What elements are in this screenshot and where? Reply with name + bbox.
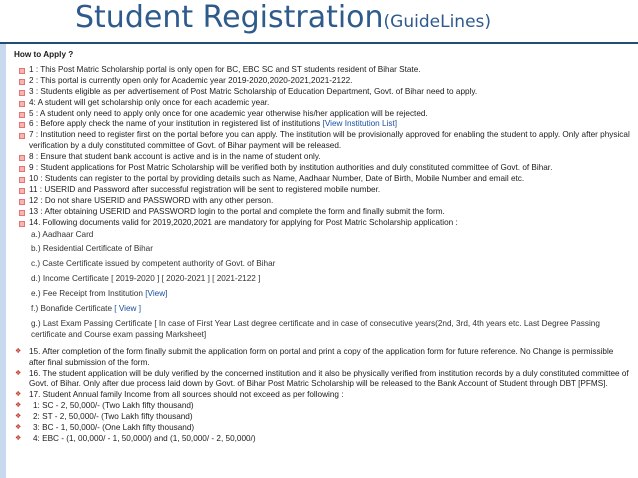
bullet-icon	[19, 133, 25, 139]
bullet-icon	[19, 112, 25, 118]
bullet-icon	[19, 221, 25, 227]
guideline-item: 11 : USERID and Password after successful registration will be sent to registered mobile number.	[13, 185, 631, 196]
bullet-icon	[19, 90, 25, 96]
bullet-icon	[19, 155, 25, 161]
view-institution-list-link[interactable]: [View Institution List]	[322, 119, 398, 129]
accent-bar	[0, 44, 6, 478]
title-main: Student Registration	[75, 0, 384, 35]
bullet-icon: ❖	[15, 413, 22, 421]
guideline-item: 2 : This portal is currently open only for Academic year 2019-2020,2020-2021,2021-2122.	[13, 76, 631, 87]
income-item: ❖ 2: ST - 2, 50,000/- (Two Lakh fifty thousand)	[15, 412, 193, 422]
guideline-item: 5 : A student only need to apply only once for one academic year otherwise his/her application will be rejected.	[13, 109, 631, 120]
guideline-item-6: 6 : Before apply check the name of your institution in registered list of institutions [View Institution List]	[13, 119, 631, 130]
guideline-item: 3 : Students eligible as per advertisement of Post Matric Scholarship of Education Department, Govt. of Bihar need to apply.	[13, 87, 631, 98]
bullet-icon	[19, 122, 25, 128]
income-item: ❖ 4: EBC - (1, 00,000/ - 1, 50,000/) and (1, 50,000/ - 2, 50,000/)	[15, 434, 256, 443]
guidelines-panel	[13, 46, 631, 476]
page-title	[75, 0, 491, 44]
bullet-icon	[19, 166, 25, 172]
bullet-icon	[19, 199, 25, 205]
guideline-item-7: 7 : Institution need to register first on the portal before you can apply. The institution will be provisionally approved for enabling the student to apply. Only after physical verification by a duly constituted committee of Govt. of Bihar payment will be released.	[13, 130, 631, 152]
bullet-icon: ❖	[15, 391, 22, 399]
document-aadhaar: a.) Aadhaar Card	[31, 229, 94, 239]
title-divider	[0, 42, 638, 44]
income-item: ❖ 3: BC - 1, 50,000/- (One Lakh fifty thousand)	[15, 423, 195, 433]
document-caste: c.) Caste Certificate issued by competent authority of Govt. of Bihar	[31, 259, 276, 269]
bullet-icon	[19, 68, 25, 74]
guideline-item: 12 : Do not share USERID and PASSWORD with any other person.	[13, 196, 631, 207]
document-last-exam: g.) Last Exam Passing Certificate [ In case of First Year Last degree certificate and in case of consecutive years(2nd, 3rd, 4th years etc. Last Degree Passing certificate and Course exam passing Marksheet]	[31, 318, 600, 339]
income-item: ❖ 1: SC - 2, 50,000/- (Two Lakh fifty thousand)	[15, 401, 194, 411]
guideline-item-14: 14. Following documents valid for 2019,2020,2021 are mandatory for applying for Post Matric Scholarship application :	[13, 218, 631, 229]
title-sub: (GuideLines)	[383, 12, 492, 32]
bullet-icon: ❖	[15, 369, 22, 377]
document-residential: b.) Residential Certificate of Bihar	[31, 244, 153, 254]
bullet-icon: ❖	[15, 435, 22, 442]
guideline-item: 9 : Student applications for Post Matric Scholarship will be verified both by institution authorities and duly constituted committee of Govt. of Bihar.	[13, 163, 631, 174]
guideline-item: 13 : After obtaining USERID and PASSWORD login to the portal and complete the form and finally submit the form.	[13, 207, 631, 218]
guideline-item-17: ❖ 17. Student Annual family Income from all sources should not exceed as per following :	[15, 390, 344, 400]
bonafide-view-link[interactable]: [ View ]	[114, 304, 141, 314]
guidelines-lower	[13, 345, 631, 445]
how-to-apply-heading: How to Apply ?	[14, 50, 74, 59]
document-fee-receipt: e.) Fee Receipt from Institution [View]	[31, 289, 168, 299]
guideline-item: 10 : Students can register to the portal by providing details such as Name, Aadhaar Number, Date of Birth, Mobile Number and email etc.	[13, 174, 631, 185]
bullet-icon: ❖	[15, 347, 22, 355]
document-bonafide: f.) Bonafide Certificate [ View ]	[31, 304, 141, 314]
bullet-icon	[19, 210, 25, 216]
bullet-icon: ❖	[15, 424, 22, 432]
fee-receipt-view-link[interactable]: [View]	[145, 289, 168, 299]
bullet-icon: ❖	[15, 402, 22, 410]
guideline-item: 1 : This Post Matric Scholarship portal is only open for BC, EBC SC and ST students resident of Bihar State.	[13, 65, 631, 76]
bullet-icon	[19, 101, 25, 107]
guideline-item-15: ❖ 15. After completion of the form finally submit the application form on portal and print a copy of the application form for future reference. No Change is permissible after final submission of the form.	[15, 346, 614, 367]
bullet-icon	[19, 177, 25, 183]
guideline-item-16: ❖ 16. The student application will be duly verified by the concerned institution and it also be physically verified from institution records by a duly constituted committee of Govt. of Bihar. Only after due process laid down by Govt. of Bihar Post Matric Scholarship will be released to the Bank Account of Student through DBT [PFMS].	[15, 368, 629, 389]
bullet-icon	[19, 188, 25, 194]
guideline-item: 4: A student will get scholarship only once for each academic year.	[13, 98, 631, 109]
guideline-item: 8 : Ensure that student bank account is active and is in the name of student only.	[13, 152, 631, 163]
bullet-icon	[19, 79, 25, 85]
document-income: d.) Income Certificate [ 2019-2020 ] [ 2020-2021 ] [ 2021-2122 ]	[31, 274, 261, 284]
